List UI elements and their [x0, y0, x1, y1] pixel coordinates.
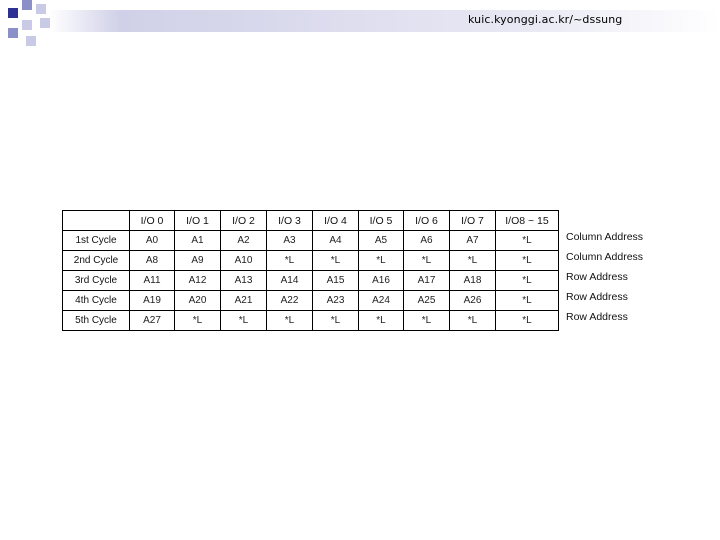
- table-cell: A6: [404, 231, 450, 251]
- header-cell: I/O 6: [404, 211, 450, 231]
- row-label: 4th Cycle: [63, 291, 130, 311]
- header-cell: I/O8 ~ 15: [496, 211, 559, 231]
- table-cell: A24: [359, 291, 404, 311]
- table-cell: A5: [359, 231, 404, 251]
- table-cell: A15: [313, 271, 359, 291]
- address-cycle-table: [62, 210, 559, 331]
- deco-square: [36, 4, 46, 14]
- table-cell: *L: [313, 311, 359, 331]
- table-cell: *L: [496, 251, 559, 271]
- table-cell: A14: [267, 271, 313, 291]
- deco-square: [26, 36, 36, 46]
- table-cell: *L: [496, 311, 559, 331]
- header-cell: I/O 5: [359, 211, 404, 231]
- table-cell: A13: [221, 271, 267, 291]
- row-label: 5th Cycle: [63, 311, 130, 331]
- table-cell: A10: [221, 251, 267, 271]
- row-description: Row Address: [566, 271, 628, 283]
- deco-square: [22, 20, 32, 30]
- table-row: [63, 291, 559, 311]
- header-cell: I/O 4: [313, 211, 359, 231]
- table-cell: *L: [404, 251, 450, 271]
- table-cell: *L: [450, 311, 496, 331]
- table-cell: A17: [404, 271, 450, 291]
- table-cell: *L: [450, 251, 496, 271]
- table-cell: A22: [267, 291, 313, 311]
- row-label: 1st Cycle: [63, 231, 130, 251]
- header-cell: I/O 1: [175, 211, 221, 231]
- table-cell: A27: [130, 311, 175, 331]
- table-cell: *L: [496, 291, 559, 311]
- deco-square: [40, 18, 50, 28]
- table-row: [63, 251, 559, 271]
- table-cell: A26: [450, 291, 496, 311]
- table-cell: A11: [130, 271, 175, 291]
- table-cell: A25: [404, 291, 450, 311]
- table-cell: *L: [175, 311, 221, 331]
- table-cell: *L: [359, 251, 404, 271]
- table-row: [63, 311, 559, 331]
- table-cell: A19: [130, 291, 175, 311]
- row-label: 3rd Cycle: [63, 271, 130, 291]
- table-cell: A20: [175, 291, 221, 311]
- table-cell: *L: [267, 251, 313, 271]
- table-cell: *L: [359, 311, 404, 331]
- row-description: Row Address: [566, 311, 628, 323]
- header-cell: I/O 0: [130, 211, 175, 231]
- header-url: kuic.kyonggi.ac.kr/~dssung: [468, 13, 623, 26]
- table-cell: A16: [359, 271, 404, 291]
- table-cell: *L: [496, 231, 559, 251]
- table-cell: *L: [267, 311, 313, 331]
- table-cell: A3: [267, 231, 313, 251]
- table-cell: A18: [450, 271, 496, 291]
- table-cell: A2: [221, 231, 267, 251]
- table-row: [63, 231, 559, 251]
- table-cell: *L: [221, 311, 267, 331]
- table-cell: A4: [313, 231, 359, 251]
- table-cell: A1: [175, 231, 221, 251]
- table-cell: *L: [496, 271, 559, 291]
- table-row: [63, 271, 559, 291]
- row-label: 2nd Cycle: [63, 251, 130, 271]
- table-cell: A0: [130, 231, 175, 251]
- table-cell: *L: [313, 251, 359, 271]
- deco-square: [8, 8, 18, 18]
- table-cell: A21: [221, 291, 267, 311]
- row-description: Column Address: [566, 251, 644, 263]
- table-cell: A9: [175, 251, 221, 271]
- table-cell: A23: [313, 291, 359, 311]
- table-cell: A12: [175, 271, 221, 291]
- table-cell: A7: [450, 231, 496, 251]
- deco-square: [8, 28, 18, 38]
- header-cell: I/O 3: [267, 211, 313, 231]
- table-cell: A8: [130, 251, 175, 271]
- deco-square: [22, 0, 32, 10]
- table-cell: *L: [404, 311, 450, 331]
- header-cell-empty: [63, 211, 130, 231]
- row-description: Column Address: [566, 231, 644, 243]
- header-cell: I/O 7: [450, 211, 496, 231]
- header-row: [63, 211, 559, 231]
- row-description: Row Address: [566, 291, 628, 303]
- header-cell: I/O 2: [221, 211, 267, 231]
